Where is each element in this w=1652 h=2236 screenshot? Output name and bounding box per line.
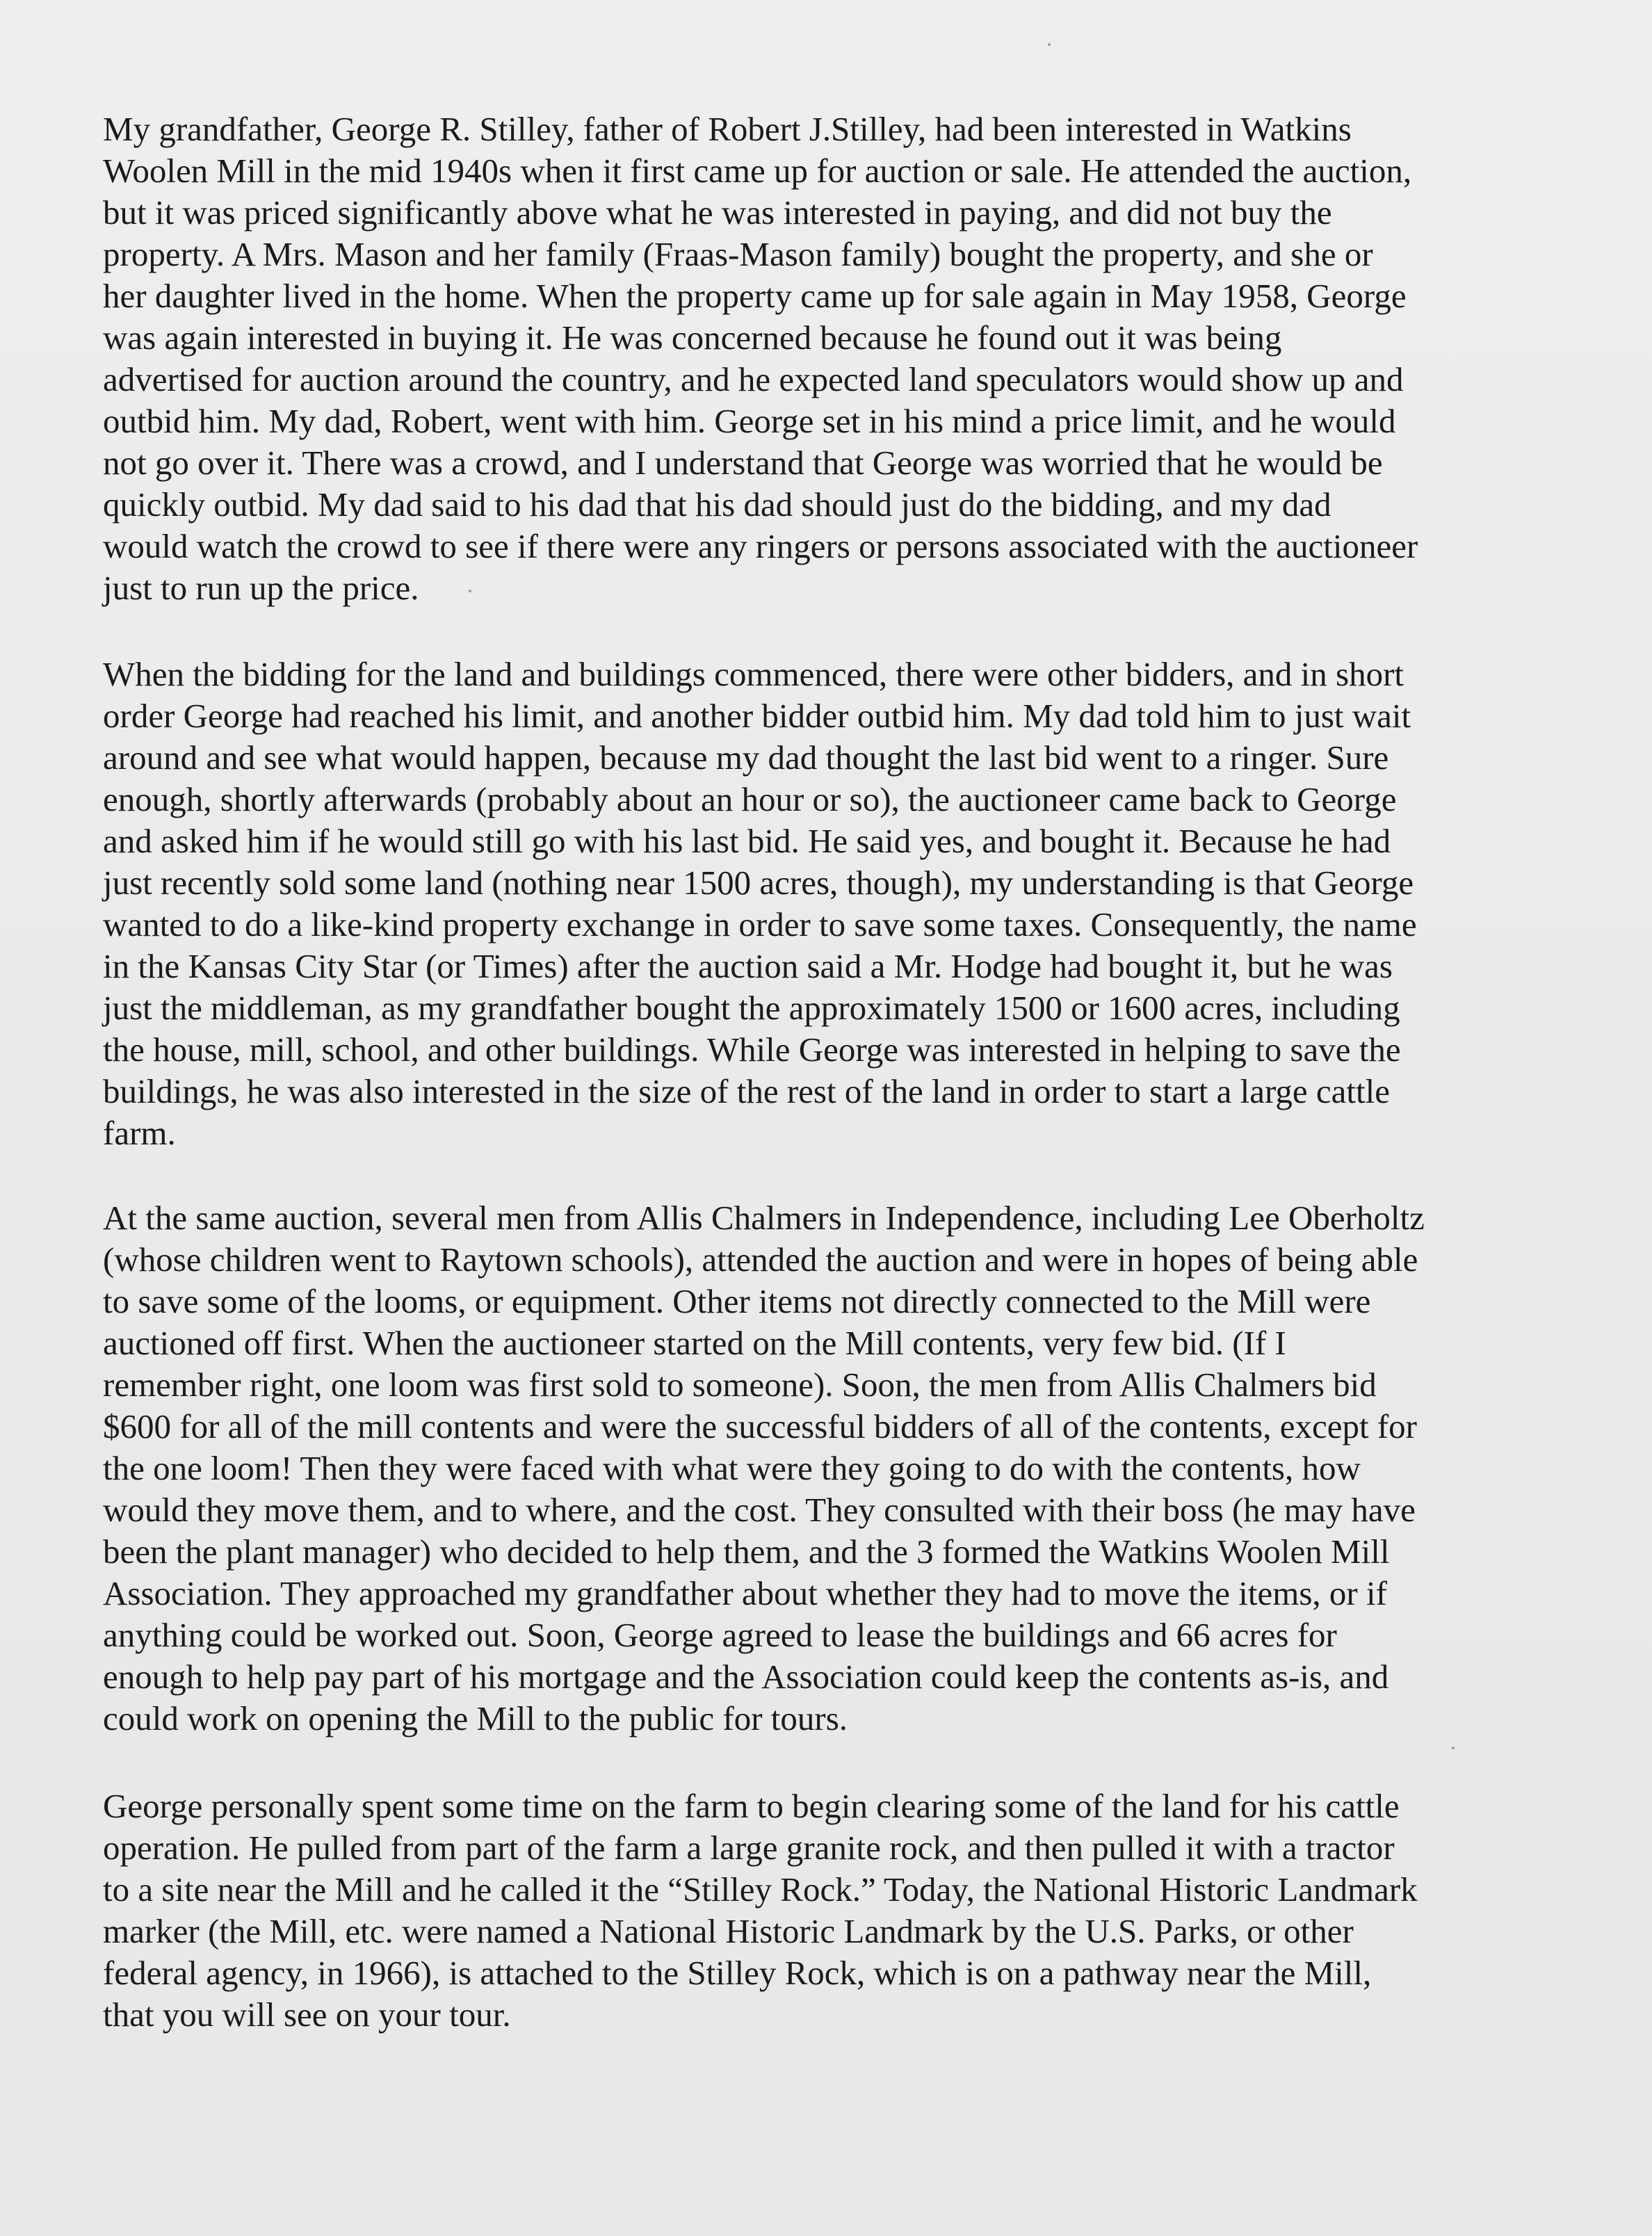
paragraph-4 (103, 1785, 1542, 2036)
text-line: to a site near the Mill and he called it the “Stilley Rock.” Today, the National Historic Landmark (103, 1870, 1418, 1909)
text-line: order George had reached his limit, and another bidder outbid him. My dad told him to just wait (103, 697, 1411, 735)
text-line: advertised for auction around the country, and he expected land speculators would show up and (103, 360, 1404, 398)
text-line: in the Kansas City Star (or Times) after the auction said a Mr. Hodge had bought it, but he was (103, 947, 1393, 985)
text-line: At the same auction, several men from Allis Chalmers in Independence, including Lee Oberholtz (103, 1199, 1425, 1237)
text-line: wanted to do a like-kind property exchange in order to save some taxes. Consequently, the name (103, 905, 1417, 943)
text-line: property. A Mrs. Mason and her family (Fraas-Mason family) bought the property, and she or (103, 235, 1373, 273)
text-line: farm. (103, 1114, 176, 1152)
text-line: but it was priced significantly above what he was interested in paying, and did not buy the (103, 193, 1332, 232)
text-line: operation. He pulled from part of the farm a large granite rock, and then pulled it with a tractor (103, 1829, 1395, 1867)
text-line: quickly outbid. My dad said to his dad that his dad should just do the bidding, and my dad (103, 485, 1331, 524)
text-line: would watch the crowd to see if there were any ringers or persons associated with the auctioneer (103, 527, 1418, 565)
text-line: the house, mill, school, and other buildings. While George was interested in helping to save the (103, 1030, 1401, 1069)
text-line: George personally spent some time on the farm to begin clearing some of the land for his cattle (103, 1787, 1400, 1825)
paper-speck (1048, 43, 1051, 46)
text-line: anything could be worked out. Soon, George agreed to lease the buildings and 66 acres for (103, 1616, 1337, 1654)
paragraph-3 (103, 1197, 1542, 1740)
text-line: $600 for all of the mill contents and were the successful bidders of all of the contents, except for (103, 1407, 1417, 1445)
text-line: outbid him. My dad, Robert, went with him. George set in his mind a price limit, and he would (103, 402, 1396, 440)
text-line: been the plant manager) who decided to help them, and the 3 formed the Watkins Woolen Mill (103, 1532, 1390, 1571)
paragraph-2 (103, 654, 1542, 1154)
text-line: would they move them, and to where, and the cost. They consulted with their boss (he may have (103, 1491, 1416, 1529)
text-line: Association. They approached my grandfather about whether they had to move the items, or if (103, 1574, 1387, 1612)
text-line: remember right, one loom was first sold to someone). Soon, the men from Allis Chalmers bid (103, 1366, 1377, 1404)
text-line: buildings, he was also interested in the size of the rest of the land in order to start a large cattle (103, 1072, 1390, 1110)
text-line: just to run up the price. (103, 569, 419, 607)
text-line: auctioned off first. When the auctioneer started on the Mill contents, very few bid. (If I (103, 1324, 1286, 1362)
text-line: and asked him if he would still go with his last bid. He said yes, and bought it. Because he had (103, 822, 1391, 860)
text-line: could work on opening the Mill to the public for tours. (103, 1699, 848, 1737)
text-line: enough to help pay part of his mortgage and the Association could keep the contents as-is, and (103, 1658, 1389, 1696)
text-line: (whose children went to Raytown schools), attended the auction and were in hopes of being able (103, 1240, 1418, 1279)
text-line: to save some of the looms, or equipment. Other items not directly connected to the Mill were (103, 1282, 1371, 1320)
text-line: enough, shortly afterwards (probably about an hour or so), the auctioneer came back to George (103, 780, 1397, 818)
text-line: the one loom! Then they were faced with what were they going to do with the contents, how (103, 1449, 1361, 1487)
text-line: around and see what would happen, because my dad thought the last bid went to a ringer. Sure (103, 738, 1389, 777)
text-line: her daughter lived in the home. When the property came up for sale again in May 1958, George (103, 277, 1407, 315)
text-line: Woolen Mill in the mid 1940s when it first came up for auction or sale. He attended the auction, (103, 152, 1412, 190)
text-line: that you will see on your tour. (103, 1995, 511, 2034)
text-line: federal agency, in 1966), is attached to the Stilley Rock, which is on a pathway near the Mill, (103, 1954, 1372, 1992)
text-line: was again interested in buying it. He was concerned because he found out it was being (103, 318, 1282, 357)
text-line: just the middleman, as my grandfather bought the approximately 1500 or 1600 acres, including (103, 989, 1400, 1027)
text-line: not go over it. There was a crowd, and I understand that George was worried that he would be (103, 444, 1383, 482)
paragraph-1 (103, 108, 1542, 609)
text-line: My grandfather, George R. Stilley, father of Robert J.Stilley, had been interested in Watkins (103, 110, 1352, 148)
text-line: When the bidding for the land and buildings commenced, there were other bidders, and in short (103, 655, 1404, 693)
text-line: marker (the Mill, etc. were named a National Historic Landmark by the U.S. Parks, or other (103, 1912, 1354, 1950)
paper-speck (1452, 1747, 1455, 1749)
text-line: just recently sold some land (nothing near 1500 acres, though), my understanding is that George (103, 864, 1414, 902)
